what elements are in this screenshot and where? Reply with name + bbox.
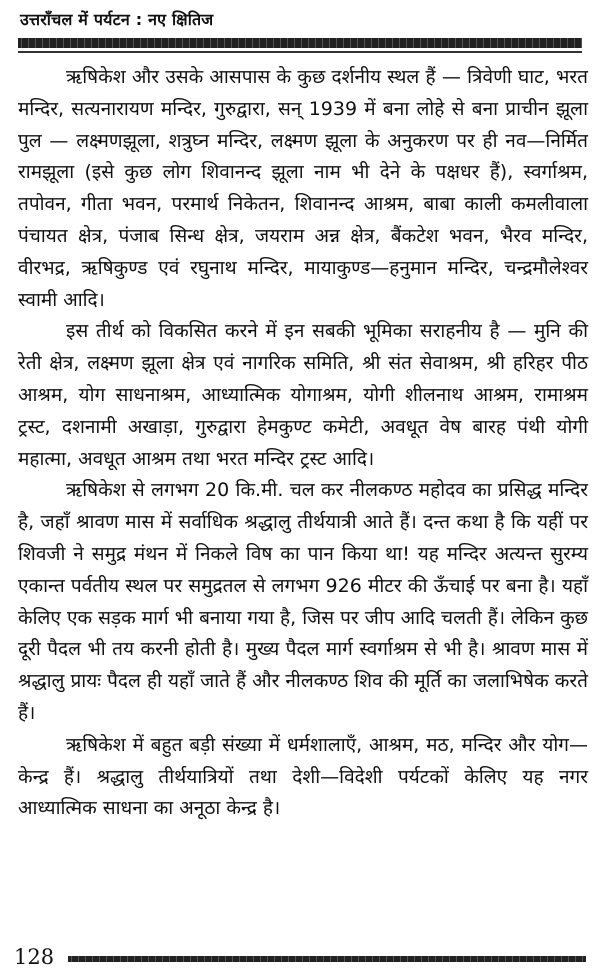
header-rule-thin (18, 51, 582, 53)
paragraph-1: ऋषिकेश और उसके आसपास के कुछ दर्शनीय स्थल हैं — त्रिवेणी घाट, भरत मन्दिर, सत्यनारायण मन्दिर, गुरुद्वारा, सन् 1939 में बना लोहे से बना प्राचीन झूला पुल — लक्ष्मणझूला, शत्रुघ्न मन्दिर, लक्ष्मण झूला के अनुकरण पर ही नव—निर्मित रामझूला (इसे कुछ लोग शिवानन्द झूला नाम भी देने के पक्षधर हैं), स्वर्गाश्रम, तपोवन, गीता भवन, परमार्थ निकेतन, शिवानन्द आश्रम, बाबा काली कमलीवाला पंचायत क्षेत्र, पंजाब सिन्ध क्षेत्र, जयराम अन्न क्षेत्र, बैंकटेश भवन, भैरव मन्दिर, वीरभद्र, ऋषिकुण्ड एवं रघुनाथ मन्दिर, मायाकुण्ड—हनुमान मन्दिर, चन्द्रमौलेश्वर स्वामी आदि। (18, 66, 588, 311)
paragraph-2: इस तीर्थ को विकसित करने में इन सबकी भूमिका सराहनीय है — मुनि की रेती क्षेत्र, लक्ष्मण झूला क्षेत्र एवं नागरिक समिति, श्री संत सेवाश्रम, श्री हरिहर पीठ आश्रम, योग साधनाश्रम, आध्यात्मिक योगाश्रम, योगी शीलनाथ आश्रम, रामाश्रम ट्रस्ट, दशनामी अखाड़ा, गुरुद्वारा हेमकुण्ट कमेटी, अवधूत वेष बारह पंथी योगी महात्मा, अवधूत आश्रम तथा भरत मन्दिर ट्रस्ट आदि। (18, 320, 588, 470)
header-rule (18, 38, 582, 48)
paragraph-3: ऋषिकेश से लगभग 20 कि.मी. चल कर नीलकण्ठ महोदव का प्रसिद्ध मन्दिर है, जहाँ श्रावण मास में सर्वाधिक श्रद्धालु तीर्थयात्री आते हैं। दन्त कथा है कि यहीं पर शिवजी ने समुद्र मंथन में निकले विष का पान किया था! यह मन्दिर अत्यन्त सुरम्य एकान्त पर्वतीय स्थल पर समुद्रतल से लगभग 926 मीटर की ऊँचाई पर बना है। यहाँ केलिए एक सड़क मार्ग भी बनाया गया है, जिस पर जीप आदि चलती हैं। लेकिन कुछ दूरी पैदल भी तय करनी होती है। मुख्य पैदल मार्ग स्वर्गाश्रम से भी है। श्रावण मास में श्रद्धालु प्रायः पैदल ही यहाँ जाते हैं और नीलकण्ठ शिव की मूर्ति का जलाभिषेक करते हैं। (18, 479, 588, 724)
body-text (18, 62, 588, 825)
footer-rule (68, 956, 586, 962)
paragraph-4: ऋषिकेश में बहुत बड़ी संख्या में धर्मशालाएँ, आश्रम, मठ, मन्दिर और योग—केन्द्र हैं। श्रद्धालु तीर्थयात्रियों तथा देशी—विदेशी पर्यटकों केलिए यह नगर आध्यात्मिक साधना का अनूठा केन्द्र है। (18, 733, 588, 820)
page-number: 128 (14, 945, 55, 969)
running-head-title: उत्तराँचल में पर्यटन : नए क्षितिज (20, 10, 214, 29)
